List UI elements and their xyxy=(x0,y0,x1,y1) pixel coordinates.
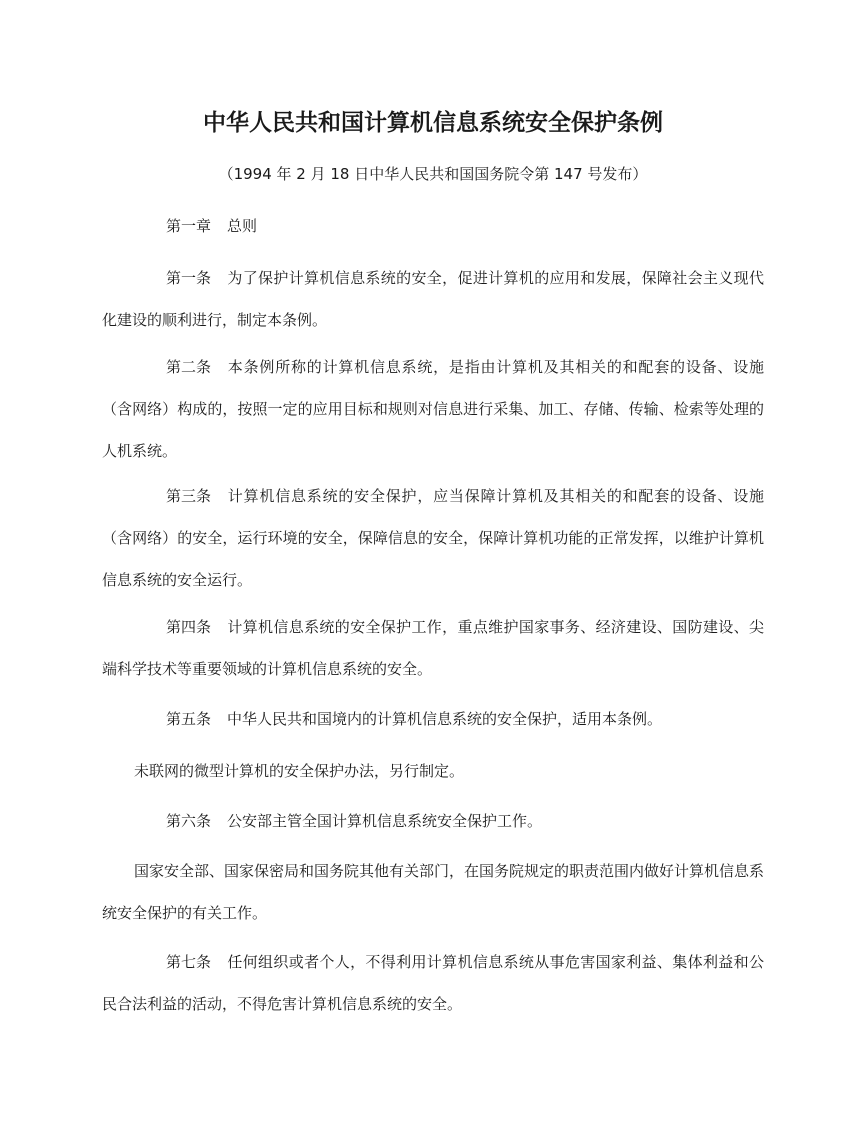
article-label: 第六条 xyxy=(166,812,212,830)
chapter-text: 总则 xyxy=(227,217,258,235)
article-label: 第五条 xyxy=(166,710,212,728)
article-text: 计算机信息系统的安全保护工作，重点维护国家事务、经济建设、国防建设、尖端科学技术等重要领域的计算机信息系统的安全。 xyxy=(102,618,764,678)
article-label: 第四条 xyxy=(166,618,212,636)
document-title: 中华人民共和国计算机信息系统安全保护条例 xyxy=(203,110,663,136)
article-text: 计算机信息系统的安全保护，应当保障计算机及其相关的和配套的设备、设施（含网络）的安全，运行环境的安全，保障信息的安全，保障计算机功能的正常发挥，以维护计算机信息系统的安全运行。 xyxy=(102,487,764,589)
article-6 xyxy=(102,800,764,842)
article-label: 第三条 xyxy=(166,487,212,505)
article-2 xyxy=(102,346,764,472)
article-text: 国家安全部、国家保密局和国务院其他有关部门，在国务院规定的职责范围内做好计算机信息系统安全保护的有关工作。 xyxy=(102,862,765,922)
document-subtitle: （1994 年 2 月 18 日中华人民共和国国务院令第 147 号发布） xyxy=(218,165,648,183)
article-label: 第二条 xyxy=(166,358,212,376)
chapter-label: 第一章 xyxy=(166,217,212,235)
article-text: 任何组织或者个人，不得利用计算机信息系统从事危害国家利益、集体利益和公民合法利益的活动，不得危害计算机信息系统的安全。 xyxy=(102,953,764,1013)
article-text: 公安部主管全国计算机信息系统安全保护工作。 xyxy=(227,812,543,830)
article-1 xyxy=(102,257,764,341)
chapter-heading xyxy=(102,205,764,247)
article-text: 中华人民共和国境内的计算机信息系统的安全保护，适用本条例。 xyxy=(227,710,663,728)
article-text: 未联网的微型计算机的安全保护办法，另行制定。 xyxy=(134,762,465,780)
article-5 xyxy=(102,698,764,740)
article-5-paragraph-2 xyxy=(102,750,764,792)
article-6-paragraph-2 xyxy=(102,850,764,934)
article-label: 第一条 xyxy=(166,269,212,287)
article-3 xyxy=(102,475,764,601)
article-label: 第七条 xyxy=(166,953,212,971)
article-text: 本条例所称的计算机信息系统，是指由计算机及其相关的和配套的设备、设施（含网络）构成的，按照一定的应用目标和规则对信息进行采集、加工、存储、传输、检索等处理的人机系统。 xyxy=(102,358,764,460)
article-text: 为了保护计算机信息系统的安全，促进计算机的应用和发展，保障社会主义现代化建设的顺利进行，制定本条例。 xyxy=(102,269,764,329)
article-4 xyxy=(102,606,764,690)
article-7 xyxy=(102,941,764,1025)
